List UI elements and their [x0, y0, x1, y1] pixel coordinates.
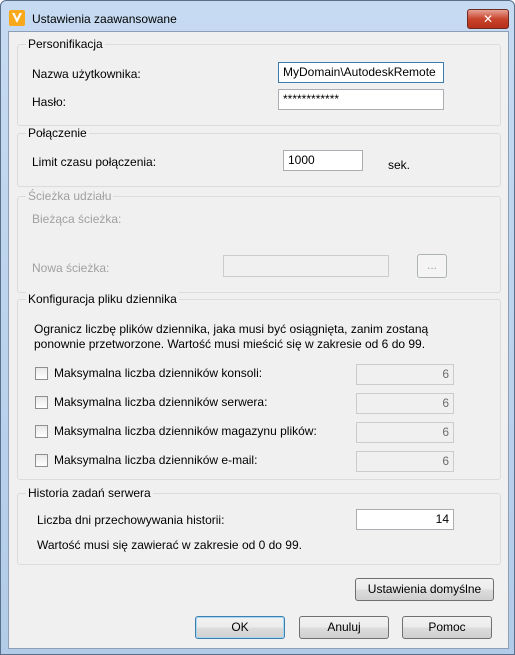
filestore-logs-checkbox[interactable]: [35, 425, 48, 438]
console-logs-field[interactable]: 6: [356, 364, 454, 385]
share-path-group: [17, 189, 501, 293]
timeout-unit: sek.: [388, 158, 411, 172]
filestore-logs-field[interactable]: 6: [356, 422, 454, 443]
close-icon: ✕: [482, 12, 494, 26]
email-logs-checkbox[interactable]: [35, 454, 48, 467]
title-bar[interactable]: [1, 1, 514, 35]
email-logs-field[interactable]: 6: [356, 451, 454, 472]
connection-group: [17, 126, 501, 187]
timeout-field[interactable]: 1000: [283, 150, 363, 171]
current-path-label: Bieżąca ścieżka:: [32, 212, 122, 226]
job-history-legend: Historia zadań serwera: [28, 486, 151, 500]
help-button[interactable]: Pomoc: [402, 616, 492, 639]
log-config-description-line1: Ogranicz liczbę plików dziennika, jaka musi być osiągnięta, zanim zostaną: [34, 322, 429, 336]
app-logo-icon: [9, 10, 25, 26]
email-logs-label: Maksymalna liczba dzienników e-mail:: [54, 453, 258, 467]
history-days-field[interactable]: 14: [356, 509, 454, 530]
connection-legend: Połączenie: [28, 126, 87, 140]
username-label: Nazwa użytkownika:: [32, 67, 141, 81]
console-logs-label: Maksymalna liczba dzienników konsoli:: [54, 366, 263, 380]
server-logs-label: Maksymalna liczba dzienników serwera:: [54, 395, 268, 409]
history-range-note: Wartość musi się zawierać w zakresie od 0 do 99.: [37, 538, 302, 552]
timeout-label: Limit czasu połączenia:: [32, 155, 157, 169]
window-title: Ustawienia zaawansowane: [32, 12, 177, 26]
share-path-legend: Ścieżka udziału: [28, 189, 112, 203]
filestore-logs-label: Maksymalna liczba dzienników magazynu plików:: [54, 424, 317, 438]
username-field[interactable]: MyDomain\AutodeskRemote: [278, 62, 444, 83]
dialog-body: [8, 31, 509, 649]
log-config-description-line2: ponownie przetworzone. Wartość musi mieścić się w zakresie od 6 do 99.: [34, 337, 426, 351]
personalization-legend: Personifikacja: [28, 37, 103, 51]
console-logs-checkbox[interactable]: [35, 367, 48, 380]
personalization-group: [17, 37, 501, 126]
new-path-label: Nowa ścieżka:: [32, 261, 110, 275]
server-logs-checkbox[interactable]: [35, 396, 48, 409]
cancel-button[interactable]: Anuluj: [299, 616, 389, 639]
restore-defaults-button[interactable]: Ustawienia domyślne: [355, 578, 494, 601]
password-field[interactable]: ************: [278, 89, 444, 110]
server-logs-field[interactable]: 6: [356, 393, 454, 414]
browse-button[interactable]: ...: [417, 254, 447, 278]
ok-button[interactable]: OK: [195, 616, 285, 639]
new-path-field[interactable]: [223, 255, 389, 277]
history-days-label: Liczba dni przechowywania historii:: [37, 513, 225, 527]
log-config-legend: Konfiguracja pliku dziennika: [28, 292, 177, 306]
password-label: Hasło:: [32, 95, 67, 109]
job-history-group: [17, 486, 501, 565]
close-button[interactable]: [467, 9, 509, 29]
log-config-group: [17, 292, 501, 480]
